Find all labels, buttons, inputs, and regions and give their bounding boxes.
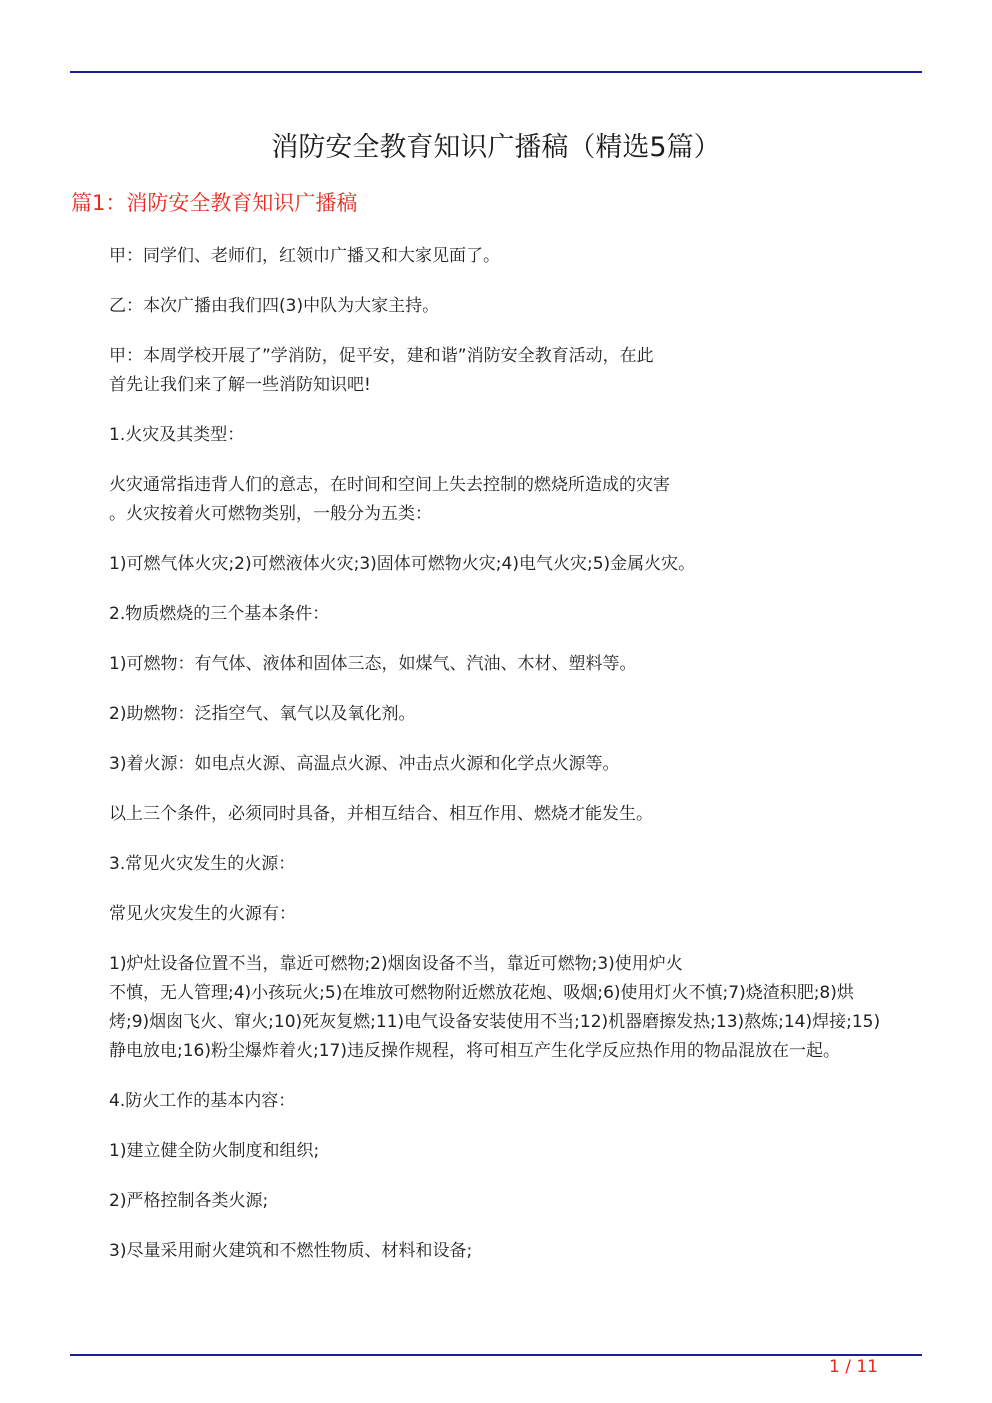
paragraph-line: 烤;9)烟囱飞火、窜火;10)死灰复燃;11)电气设备安装使用不当;12)机器磨擦发热;13)熬炼;14)焊接;15) bbox=[109, 1012, 881, 1032]
paragraph bbox=[71, 650, 921, 679]
paragraph bbox=[71, 800, 921, 829]
paragraph-line: 1)炉灶设备位置不当，靠近可燃物;2)烟囱设备不当，靠近可燃物;3)使用炉火 bbox=[109, 954, 683, 974]
paragraph-line: 4.防火工作的基本内容： bbox=[109, 1091, 296, 1111]
paragraph-line: 3)着火源：如电点火源、高温点火源、冲击点火源和化学点火源等。 bbox=[109, 754, 620, 774]
paragraph-line: 3)尽量采用耐火建筑和不燃性物质、材料和设备; bbox=[109, 1241, 473, 1261]
paragraph-line: 甲：同学们、老师们，红领巾广播又和大家见面了。 bbox=[109, 246, 500, 266]
paragraph-line: 不慎，无人管理;4)小孩玩火;5)在堆放可燃物附近燃放花炮、吸烟;6)使用灯火不慎;7)烧渣积肥;8)烘 bbox=[109, 983, 854, 1003]
paragraph bbox=[71, 242, 921, 271]
page-number: 1 / 11 bbox=[829, 1357, 878, 1377]
paragraph-line: 1)可燃气体火灾;2)可燃液体火灾;3)固体可燃物火灾;4)电气火灾;5)金属火灾。 bbox=[109, 554, 696, 574]
header-rule bbox=[70, 71, 922, 73]
section-heading: 篇1：消防安全教育知识广播稿 bbox=[71, 191, 358, 215]
paragraph-line: 2.物质燃烧的三个基本条件： bbox=[109, 604, 330, 624]
paragraph-line: 常见火灾发生的火源有： bbox=[109, 904, 296, 924]
paragraph-line: 以上三个条件，必须同时具备，并相互结合、相互作用、燃烧才能发生。 bbox=[109, 804, 653, 824]
paragraph bbox=[71, 471, 921, 529]
paragraph-line: 3.常见火灾发生的火源： bbox=[109, 854, 296, 874]
paragraph bbox=[71, 342, 921, 400]
footer-rule bbox=[70, 1354, 922, 1356]
paragraph bbox=[71, 1137, 921, 1166]
paragraph-line: 1)可燃物：有气体、液体和固体三态，如煤气、汽油、木材、塑料等。 bbox=[109, 654, 637, 674]
paragraph bbox=[71, 600, 921, 629]
paragraph-line: 乙：本次广播由我们四(3)中队为大家主持。 bbox=[109, 296, 440, 316]
paragraph bbox=[71, 292, 921, 321]
paragraph bbox=[71, 421, 921, 450]
document-body bbox=[71, 242, 921, 1287]
paragraph bbox=[71, 550, 921, 579]
paragraph bbox=[71, 850, 921, 879]
paragraph-line: 1.火灾及其类型： bbox=[109, 425, 245, 445]
paragraph-line: 。火灾按着火可燃物类别，一般分为五类： bbox=[109, 504, 432, 524]
paragraph-line: 静电放电;16)粉尘爆炸着火;17)违反操作规程，将可相互产生化学反应热作用的物品混放在一起。 bbox=[109, 1041, 840, 1061]
paragraph-line: 甲：本周学校开展了”学消防，促平安，建和谐”消防安全教育活动，在此 bbox=[109, 346, 654, 366]
paragraph bbox=[71, 750, 921, 779]
paragraph-line: 首先让我们来了解一些消防知识吧! bbox=[109, 375, 371, 395]
paragraph-line: 火灾通常指违背人们的意志，在时间和空间上失去控制的燃烧所造成的灾害 bbox=[109, 475, 670, 495]
paragraph bbox=[71, 1237, 921, 1266]
paragraph bbox=[71, 1087, 921, 1116]
paragraph-line: 2)严格控制各类火源; bbox=[109, 1191, 269, 1211]
paragraph bbox=[71, 1187, 921, 1216]
document-title: 消防安全教育知识广播稿（精选5篇） bbox=[271, 132, 721, 163]
paragraph bbox=[71, 950, 921, 1066]
paragraph-line: 2)助燃物：泛指空气、氧气以及氧化剂。 bbox=[109, 704, 416, 724]
paragraph bbox=[71, 900, 921, 929]
paragraph bbox=[71, 700, 921, 729]
paragraph-line: 1)建立健全防火制度和组织; bbox=[109, 1141, 320, 1161]
